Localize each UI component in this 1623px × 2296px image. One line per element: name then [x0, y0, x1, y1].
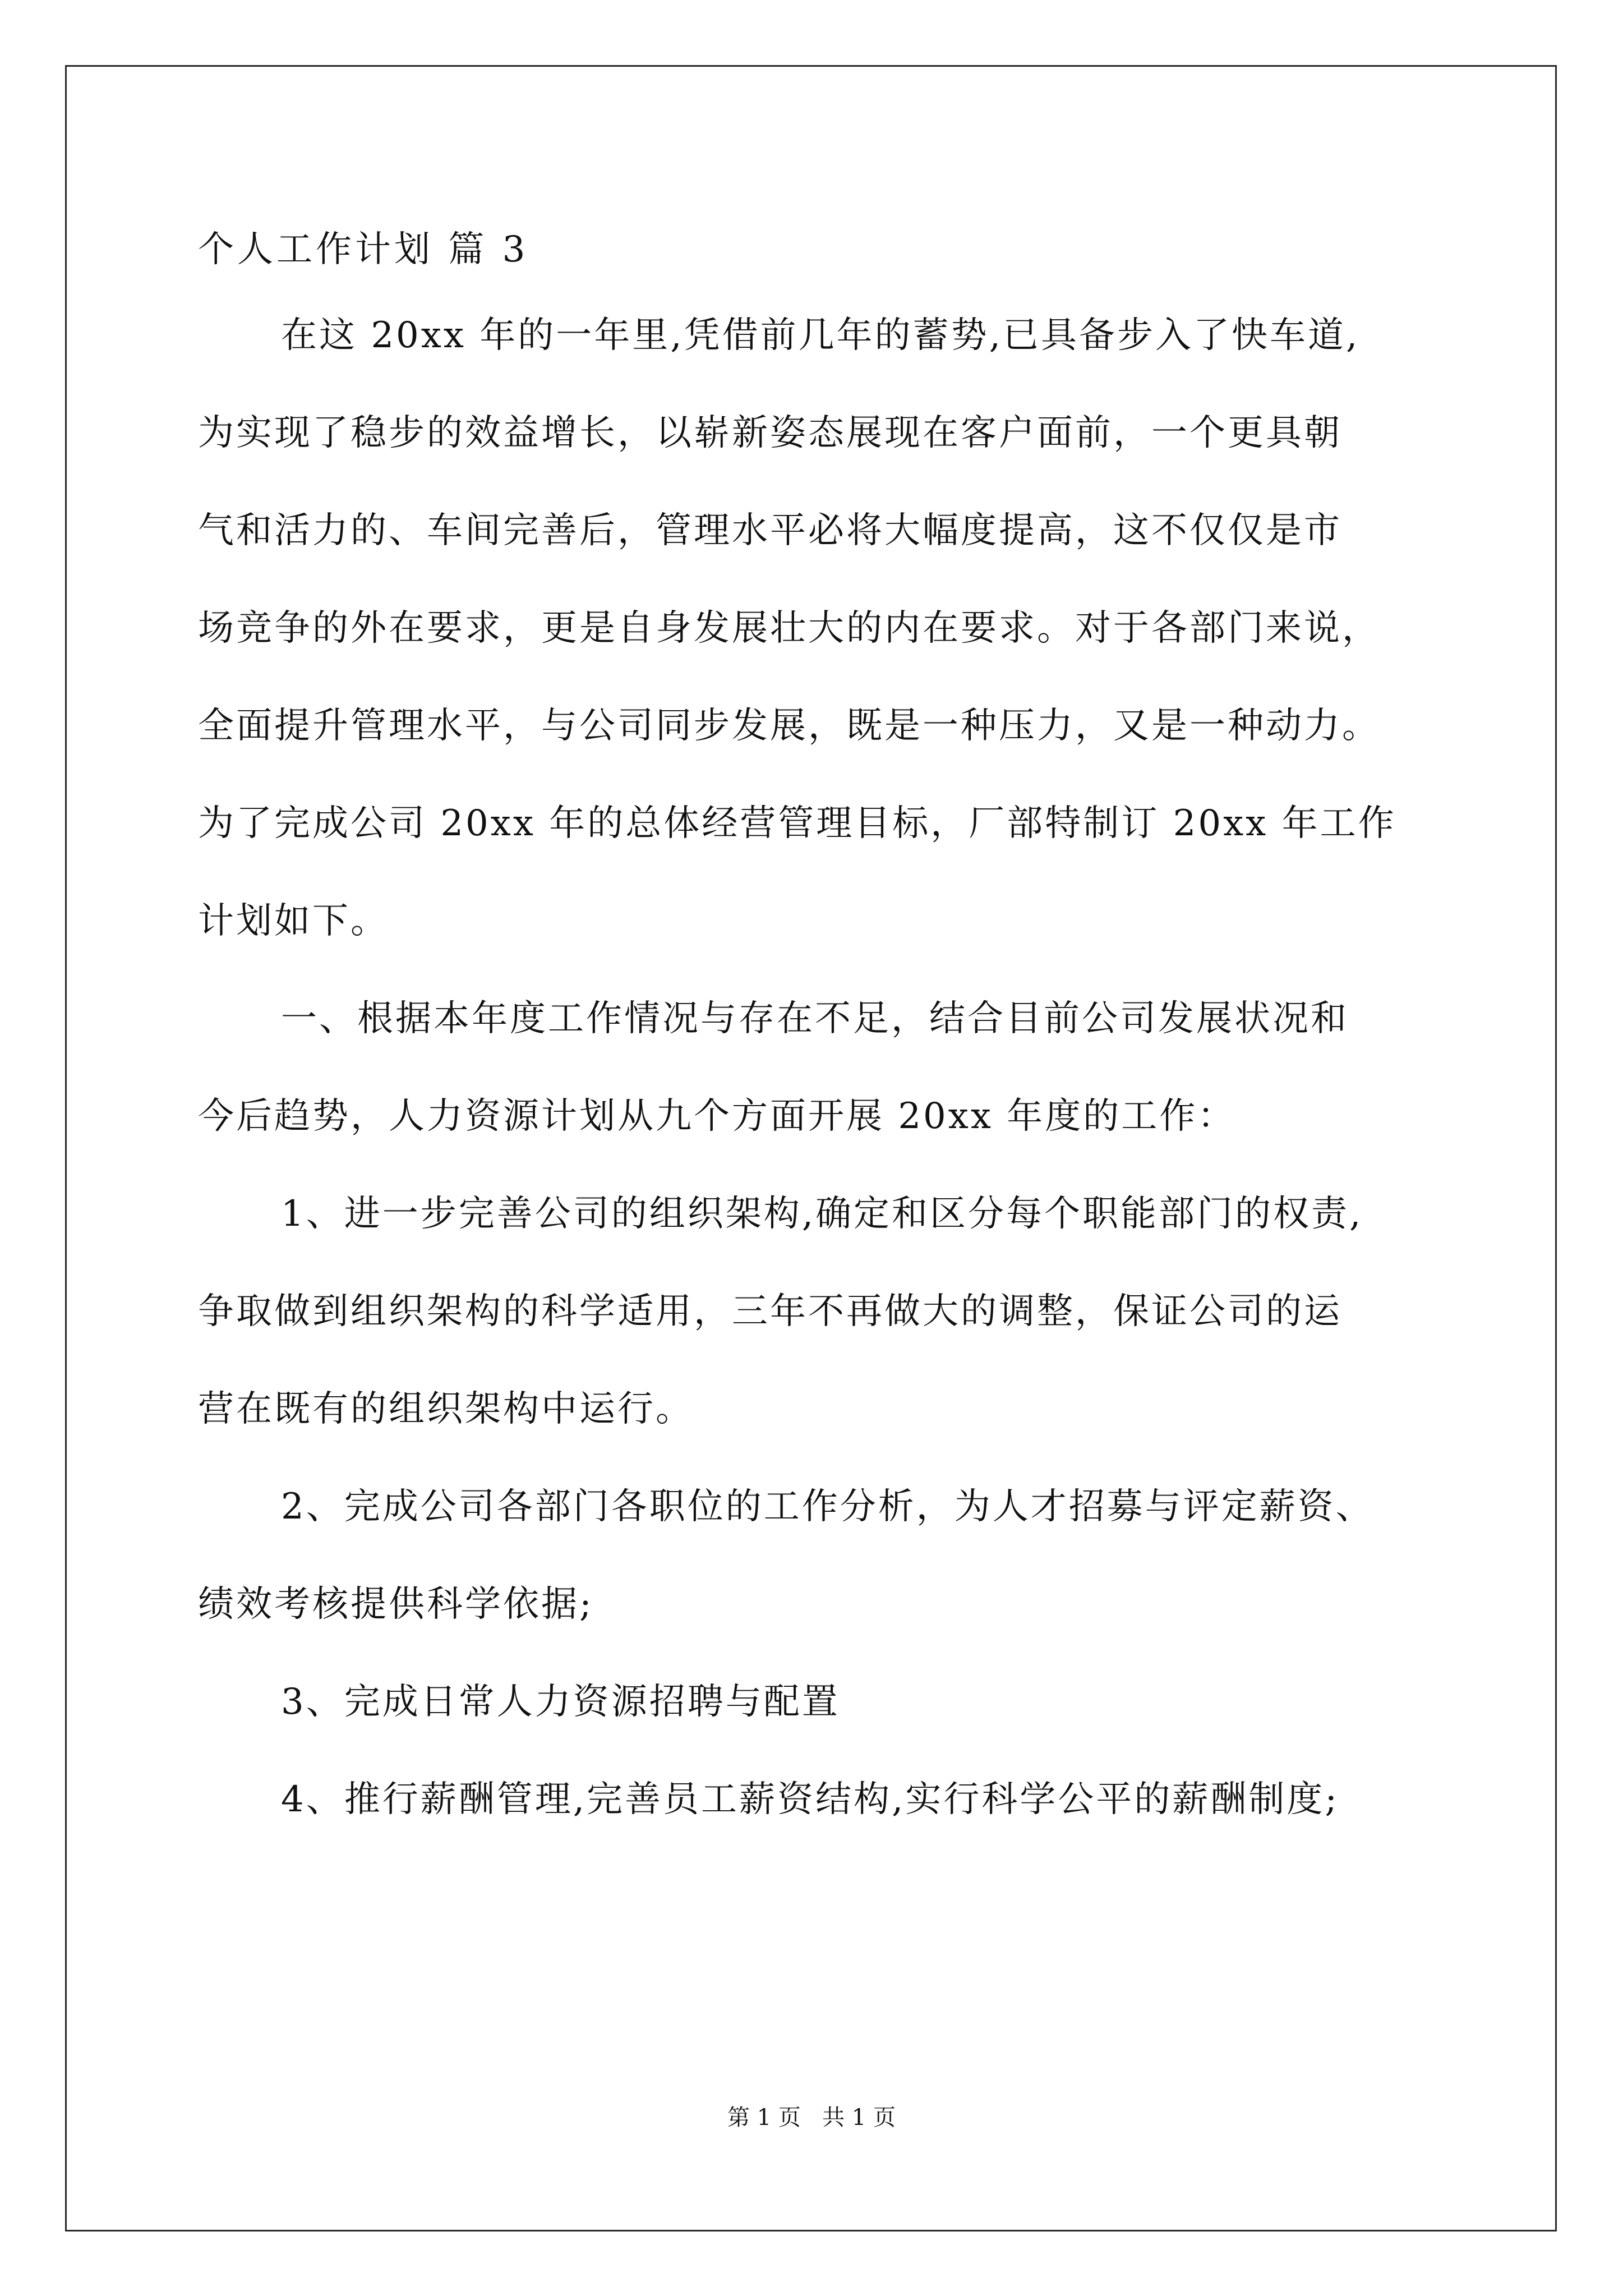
paragraph-line: 气和活力的、车间完善后，管理水平必将大幅度提高，这不仅仅是市 [198, 510, 1342, 551]
paragraph-line: 3、完成日常人力资源招聘与配置 [281, 1681, 840, 1723]
paragraph-line: 全面提升管理水平，与公司同步发展，既是一种压力，又是一种动力。 [198, 705, 1380, 747]
paragraph-line: 为了完成公司 20xx 年的总体经营管理目标，厂部特制订 20xx 年工作 [198, 803, 1396, 844]
document-body [198, 213, 1443, 1826]
paragraph-line: 4、推行薪酬管理,完善员工薪资结构,实行科学公平的薪酬制度; [281, 1779, 1339, 1820]
paragraph-line: 为实现了稳步的效益增长，以崭新姿态展现在客户面前，一个更具朝 [198, 412, 1342, 454]
paragraph-line: 争取做到组织架构的科学适用，三年不再做大的调整，保证公司的运 [198, 1291, 1342, 1332]
paragraph-line: 1、进一步完善公司的组织架构,确定和区分每个职能部门的权责, [281, 1193, 1363, 1235]
paragraph-line: 今后趋势，人力资源计划从九个方面开展 20xx 年度的工作： [198, 1096, 1236, 1137]
paragraph-line: 2、完成公司各部门各职位的工作分析，为人才招募与评定薪资、 [281, 1486, 1374, 1527]
paragraph-line: 一、根据本年度工作情况与存在不足，结合目前公司发展状况和 [281, 998, 1349, 1039]
page-footer [0, 2101, 1623, 2134]
paragraph-line: 在这 20xx 年的一年里,凭借前几年的蓄势,已具备步入了快车道, [281, 315, 1360, 356]
paragraph-line: 场竞争的外在要求，更是自身发展壮大的内在要求。对于各部门来说， [198, 608, 1380, 649]
paragraph-line: 营在既有的组织架构中运行。 [198, 1388, 694, 1430]
document-title: 个人工作计划 篇 3 [198, 229, 529, 270]
total-pages: 共 1 页 [822, 2105, 896, 2131]
paragraph-line: 绩效考核提供科学依据; [198, 1584, 594, 1625]
paragraph-line: 计划如下。 [198, 900, 389, 942]
page-number: 第 1 页 [727, 2105, 801, 2131]
